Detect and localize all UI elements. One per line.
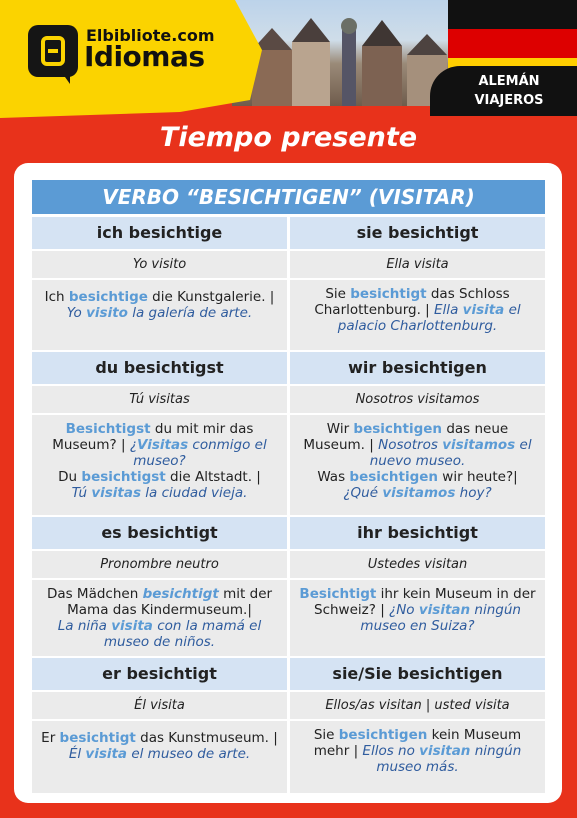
pronoun-heading: er besichtigt	[32, 658, 287, 690]
example: Sie besichtigt das Schloss Charlottenburg. | Ella visita el palacio Charlottenburg.	[290, 280, 545, 350]
tag-language: ALEMÁN	[478, 74, 540, 89]
pronoun-heading: ich besichtige	[32, 217, 287, 249]
left-column	[32, 217, 287, 795]
translation: Él visita	[32, 692, 287, 719]
translation: Tú visitas	[32, 386, 287, 413]
pronoun-heading: ihr besichtigt	[290, 517, 545, 549]
site-name: Elbibliote.com	[86, 26, 215, 45]
translation: Ustedes visitan	[290, 551, 545, 578]
page-title: Tiempo presente	[159, 122, 418, 153]
translation: Nosotros visitamos	[290, 386, 545, 413]
example: Das Mädchen besichtigt mit der Mama das Kindermuseum.| La niña visita con la mamá el museo de niños.	[32, 580, 287, 656]
pronoun-heading: sie besichtigt	[290, 217, 545, 249]
brand-name: Idiomas	[84, 40, 205, 73]
translation: Ella visita	[290, 251, 545, 278]
pronoun-heading: sie/Sie besichtigen	[290, 658, 545, 690]
verb-title: VERBO “BESICHTIGEN” (VISITAR)	[32, 180, 545, 214]
example: Besichtigst du mit mir das Museum? | ¿Visitas conmigo el museo? Du besichtigst die Altstadt. | Tú visitas la ciudad vieja.	[32, 415, 287, 515]
right-column	[290, 217, 545, 795]
logo-icon	[28, 25, 78, 77]
pronoun-heading: wir besichtigen	[290, 352, 545, 384]
header	[0, 0, 577, 118]
pronoun-heading: du besichtigst	[32, 352, 287, 384]
conjugation-grid	[32, 217, 545, 795]
tag-audience: VIAJEROS	[474, 93, 544, 108]
pronoun-heading: es besichtigt	[32, 517, 287, 549]
example: Besichtigt ihr kein Museum in der Schweiz? | ¿No visitan ningún museo en Suiza?	[290, 580, 545, 656]
logo-tail	[60, 70, 70, 84]
example: Sie besichtigen kein Museum mehr | Ellos no visitan ningún museo más.	[290, 721, 545, 793]
translation: Ellos/as visitan | usted visita	[290, 692, 545, 719]
example: Ich besichtige die Kunstgalerie. | Yo visito la galería de arte.	[32, 280, 287, 350]
example: Wir besichtigen das neue Museum. | Nosotros visitamos el nuevo museo. Was besichtigen wir heute?| ¿Qué visitamos hoy?	[290, 415, 545, 515]
translation: Yo visito	[32, 251, 287, 278]
translation: Pronombre neutro	[32, 551, 287, 578]
example: Er besichtigt das Kunstmuseum. | Él visita el museo de arte.	[32, 721, 287, 793]
